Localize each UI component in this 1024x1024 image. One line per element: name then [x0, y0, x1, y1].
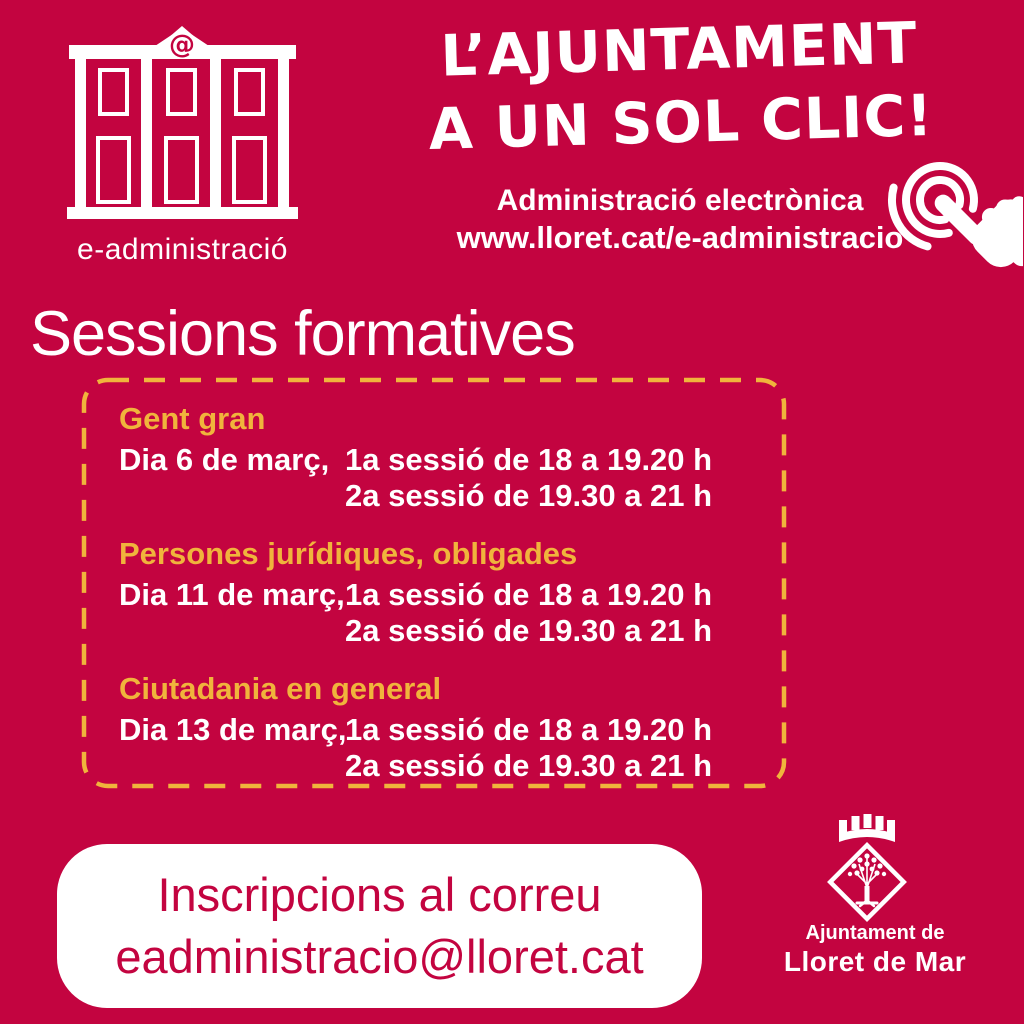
- session-time-1: 1a sessió de 18 a 19.20 h: [345, 442, 713, 477]
- building-icon: [65, 26, 300, 220]
- at-icon: @: [169, 30, 195, 60]
- org-name-line2: Lloret de Mar: [783, 946, 967, 977]
- session-time-1: 1a sessió de 18 a 19.20 h: [345, 712, 713, 747]
- poster-subtitle: Administració electrònica: [496, 184, 864, 217]
- session-time-1: 1a sessió de 18 a 19.20 h: [345, 577, 713, 612]
- inscription-box: [57, 844, 702, 1008]
- session-gent-gran: [119, 400, 769, 514]
- session-date: Dia 6 de març,: [119, 442, 330, 477]
- inscription-line1: Inscripcions al correu: [157, 868, 602, 921]
- tap-hand-icon: [878, 148, 1023, 290]
- session-ciutadania: [119, 670, 769, 784]
- inscription-email: eadministracio@lloret.cat: [115, 930, 644, 983]
- poster-title-line1: L’AJUNTAMENT: [439, 10, 919, 90]
- session-time-2: 2a sessió de 19.30 a 21 h: [345, 613, 713, 648]
- section-title: Sessions formatives: [30, 299, 575, 369]
- session-date: Dia 13 de març,: [119, 712, 347, 747]
- session-title: Persones jurídiques, obligades: [119, 536, 578, 571]
- session-time-2: 2a sessió de 19.30 a 21 h: [345, 748, 713, 783]
- session-time-2: 2a sessió de 19.30 a 21 h: [345, 478, 713, 513]
- logo-label: e-administració: [77, 233, 288, 266]
- org-name-line1: Ajuntament de: [805, 922, 945, 944]
- sessions-list: [119, 400, 769, 805]
- crown-icon: [839, 814, 895, 842]
- poster-title: [398, 6, 962, 168]
- header: [400, 10, 960, 256]
- footer-org: [780, 920, 970, 978]
- session-persones-juridiques: [119, 535, 769, 649]
- lloret-coat-of-arms-icon: [815, 800, 920, 925]
- session-date: Dia 11 de març,: [119, 577, 345, 612]
- session-title: Gent gran: [119, 401, 266, 436]
- e-administracio-logo: [65, 26, 300, 267]
- poster-title-line2: A UN SOL CLIC!: [427, 82, 935, 164]
- website-url: www.lloret.cat/e-administracio: [456, 220, 904, 255]
- session-title: Ciutadania en general: [119, 671, 442, 706]
